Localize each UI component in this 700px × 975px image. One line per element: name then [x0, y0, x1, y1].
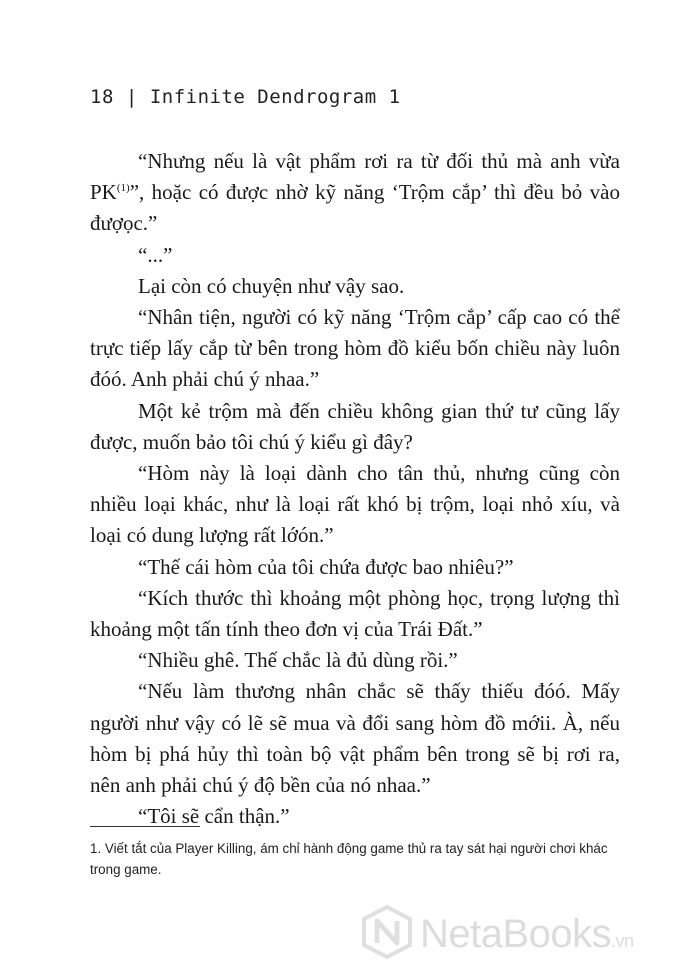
running-header: [90, 86, 401, 108]
netabooks-watermark: [360, 905, 634, 964]
paragraph: “Tôi sẽ cẩn thận.”: [138, 804, 290, 829]
paragraph: “Hòm này là loại dành cho tân thủ, nhưng cũng còn nhiều loại khác, như là loại rất khó bị trộm, loại nhỏ xíu, và loại có dung lượng rất lớón.”: [90, 461, 620, 548]
watermark-text: [420, 912, 634, 957]
book-title: Infinite Dendrogram 1: [149, 86, 401, 108]
pk-term: PK: [90, 180, 117, 205]
header-separator: |: [125, 86, 138, 108]
paragraph: “Nhiều ghê. Thế chắc là đủ dùng rồi.”: [138, 648, 458, 673]
paragraph: “Kích thước thì khoảng một phòng học, trọng lượng thì khoảng một tấn tính theo đơn vị của Trái Đất.”: [90, 585, 620, 642]
footnote-divider: [90, 826, 200, 827]
paragraph: “Thế cái hòm của tôi chứa được bao nhiêu?”: [138, 554, 514, 579]
footnote: 1. Viết tắt của Player Killing, ám chỉ hành động game thủ ra tay sát hại người chơi khác trong game.: [90, 841, 608, 877]
paragraph: “...”: [138, 242, 173, 267]
watermark-suffix: .vn: [611, 931, 634, 951]
body-text: [90, 146, 620, 832]
paragraph: Một kẻ trộm mà đến chiều không gian thứ tư cũng lấy được, muốn bảo tôi chú ý kiểu gì đây?: [90, 398, 620, 454]
paragraph: “Nếu làm thương nhân chắc sẽ thấy thiếu đóó. Mấy người như vậy có lẽ sẽ mua và đổi sang hòm đồ mớii. À, nếu hòm bị phá hủy thì toàn bộ vật phẩm bên trong sẽ bị rơi ra, nên anh phải chú ý độ bền của nó nhaa.”: [90, 679, 620, 798]
paragraph-text: “Nhưng nếu là vật phẩm rơi ra từ đối thủ mà anh vừa: [138, 149, 620, 173]
paragraph: Lại còn có chuyện như vậy sao.: [138, 273, 405, 298]
netabooks-logo-icon: [360, 905, 414, 964]
paragraph-text: ”, hoặc có được nhờ kỹ năng ‘Trộm cắp’ thì đều bỏ vào đượọc.”: [90, 180, 620, 236]
footnote-reference: (1): [116, 182, 130, 195]
paragraph: [90, 146, 620, 240]
paragraph: “Nhân tiện, người có kỹ năng ‘Trộm cắp’ cấp cao có thể trực tiếp lấy cắp từ bên trong hòm đồ kiểu bốn chiều này luôn đóó. Anh phải chú ý nhaa.”: [90, 305, 620, 392]
watermark-brand: NetaBooks: [420, 912, 612, 956]
page-number: 18: [90, 86, 114, 108]
